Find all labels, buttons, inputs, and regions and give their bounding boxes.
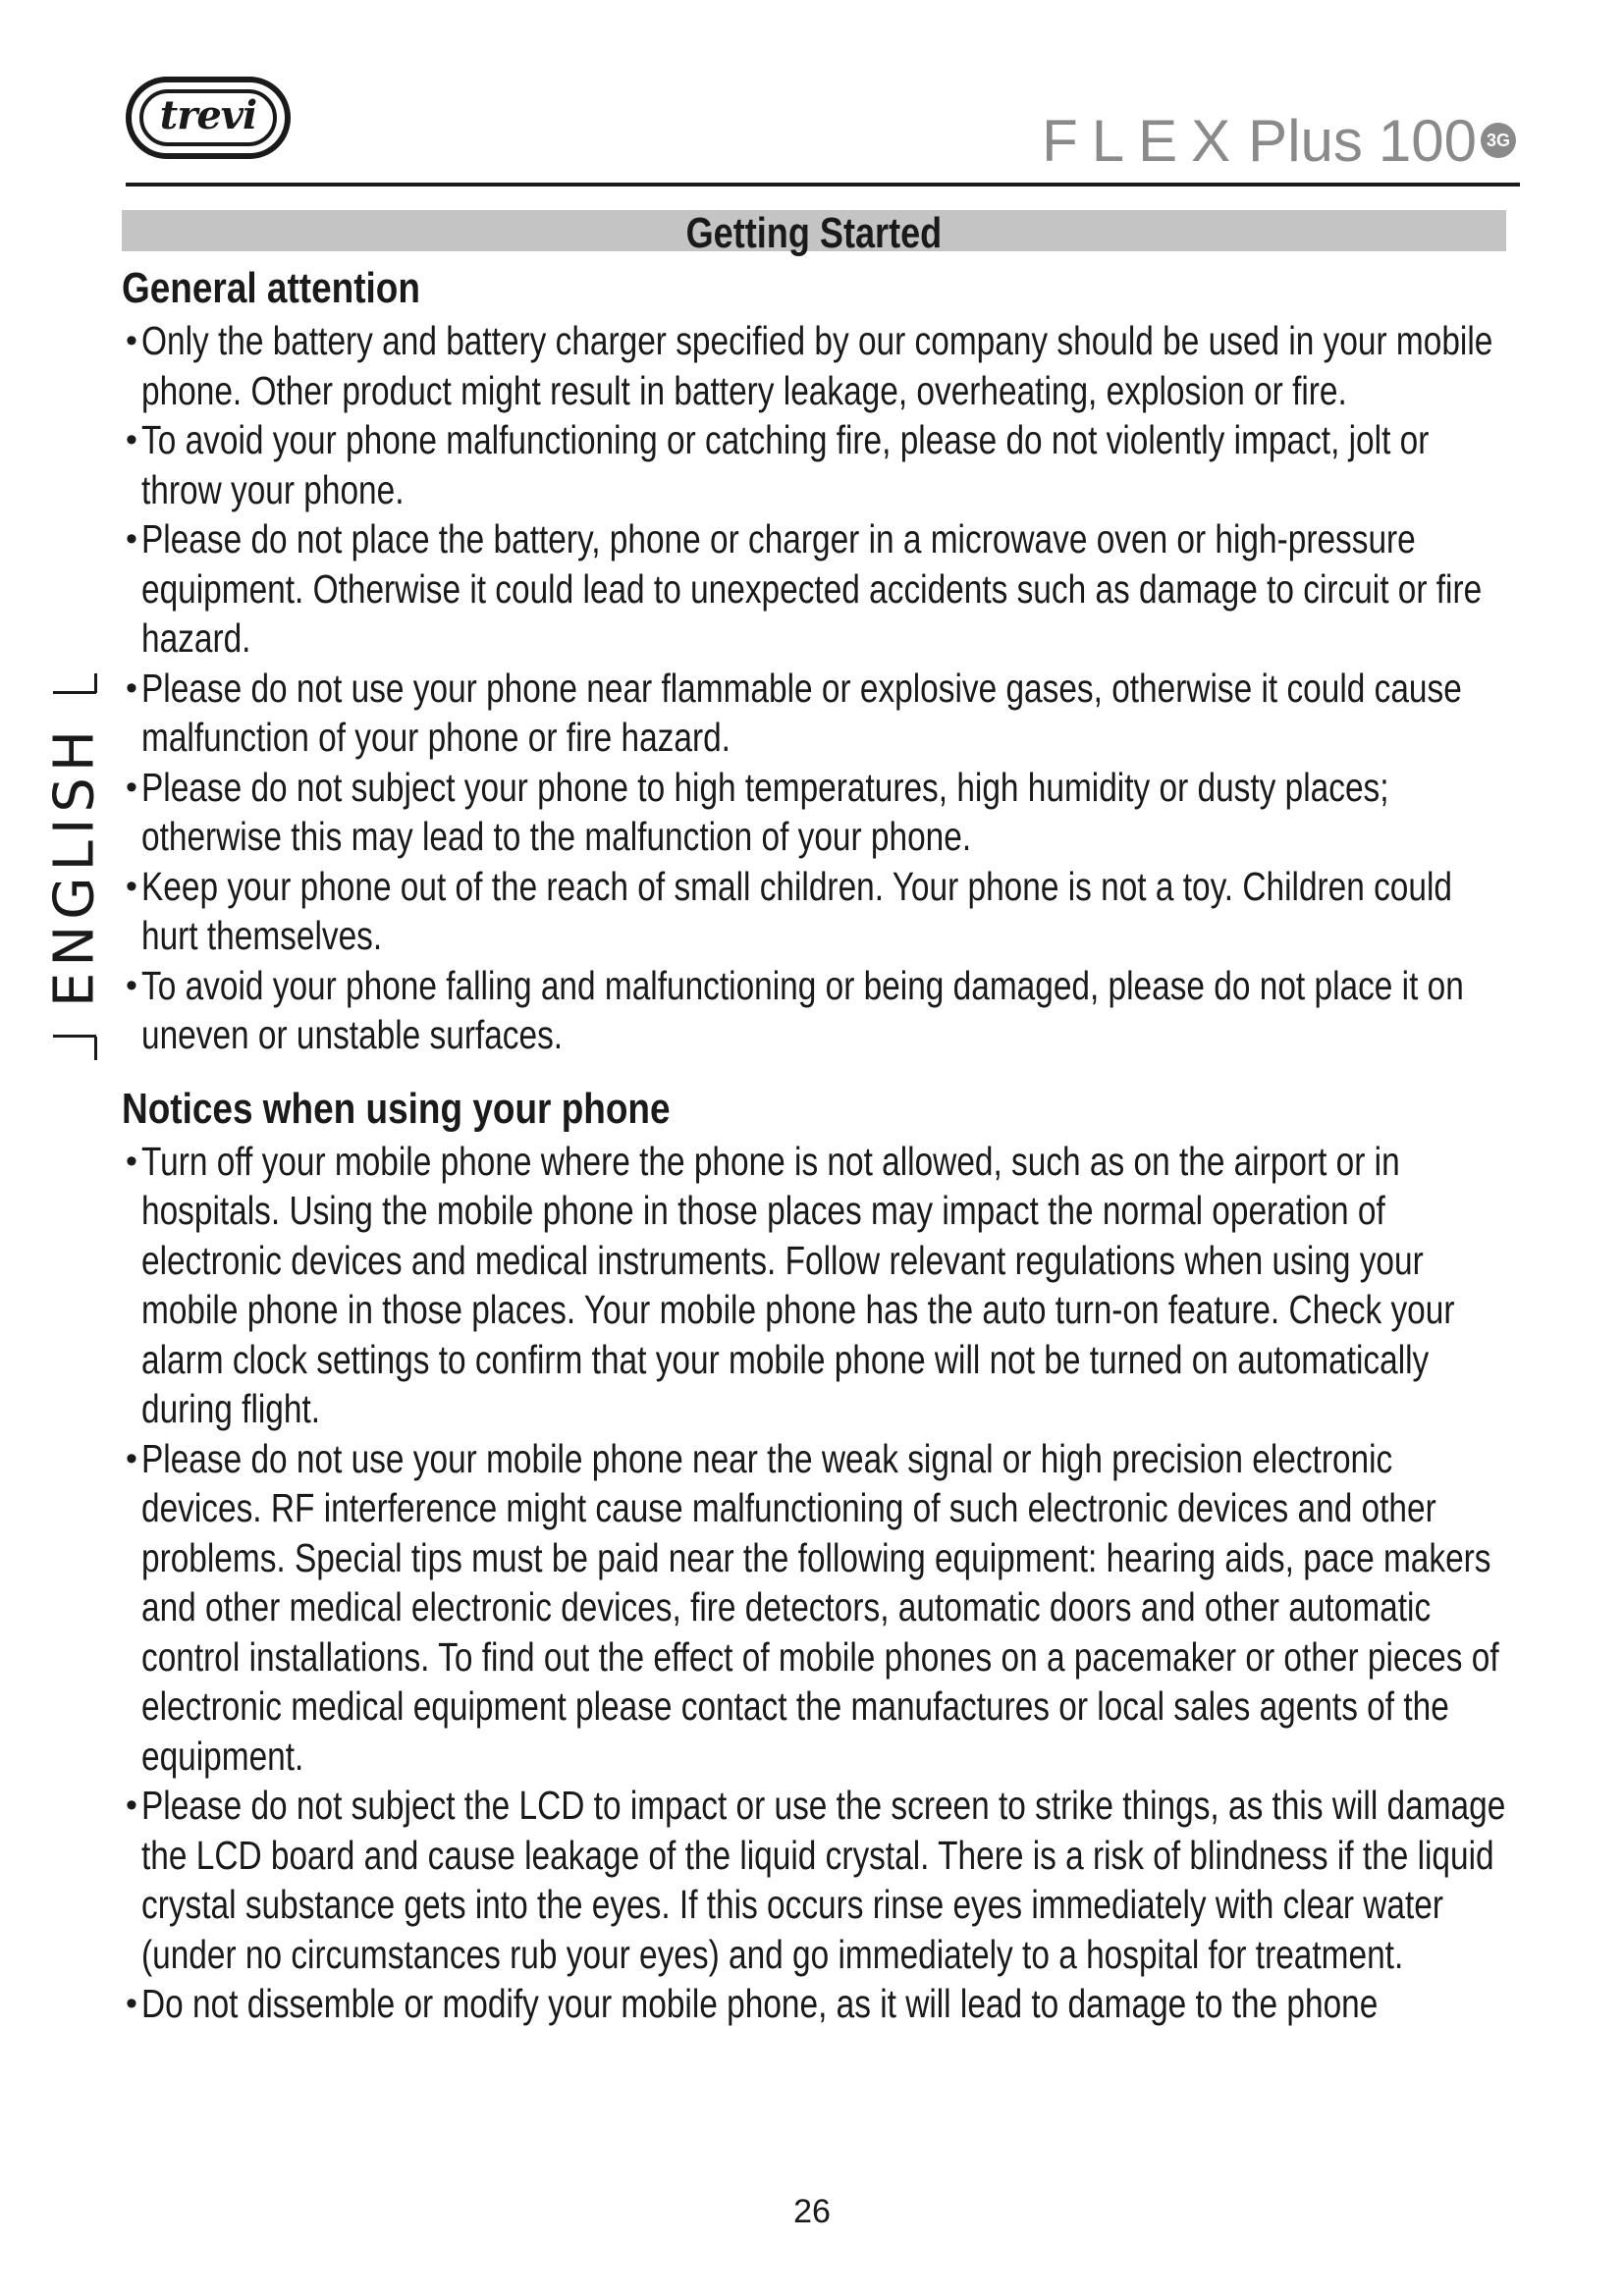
product-title [1042,106,1516,177]
list-item-text: • Please do not use your mobile phone near the weak signal or high precision electronic devices. RF interference might cause malfunctioning of such electronic devices and other problems. Special tips must be paid near the following equipment: hearing aids, pace makers and other medical electronic devices, fire detectors, automatic doors and other automatic control installations. To find out the effect of mobile phones on a pacemaker or other pieces of electronic medical equipment please contact the manufactures or local sales agents of the equipment. [141,1435,1499,1779]
section-title: Getting Started [685,209,943,257]
list-item [122,316,1528,415]
list-item [122,763,1528,862]
list-item-text: • Only the battery and battery charger specified by our company should be used in your mobile phone. Other product might result in battery leakage, overheating, explosion or fire. [141,318,1493,413]
product-plus: Plus [1248,108,1363,174]
list-item-text: • Turn off your mobile phone where the phone is not allowed, such as on the airport or in hospitals. Using the mobile phone in those places may impact the normal operation of electronic devices and medical instruments. Follow relevant regulations when using your mobile phone in those places. Your mobile phone has the auto turn-on feature. Check your alarm clock settings to confirm that your mobile phone will not be turned on automatically during flight. [141,1138,1455,1431]
page-content [122,261,1528,2029]
side-tab-divider-bottom [53,1035,96,1038]
general-attention-list [122,316,1528,1060]
general-attention-heading: General attention [122,264,420,312]
list-item [122,1434,1528,1782]
header-divider [126,183,1520,187]
list-item-text: • Please do not use your phone near flammable or explosive gases, otherwise it could cause malfunction of your phone or fire hazard. [141,665,1462,760]
trevi-logo [126,77,291,159]
list-item [122,862,1528,961]
list-item [122,961,1528,1060]
trevi-logo-inner [139,89,277,146]
section-header-bar [122,209,1506,257]
list-item [122,415,1528,514]
list-item-text: • Do not dissemble or modify your mobile phone, as it will lead to damage to the phone [141,1981,1379,2026]
list-item [122,1781,1528,1979]
product-number: 100 [1378,108,1477,174]
list-item [122,514,1528,664]
list-item-text: • To avoid your phone falling and malfunctioning or being damaged, please do not place it on uneven or unstable surfaces. [141,962,1464,1057]
list-item-text: • Please do not subject your phone to high temperatures, high humidity or dusty places; otherwise this may lead to the malfunction of your phone. [141,764,1389,859]
list-item [122,1979,1528,2029]
side-tab-divider-top [53,691,96,694]
notices-heading: Notices when using your phone [122,1084,671,1133]
product-name: FLEX [1042,108,1245,174]
list-item-text: • Please do not place the battery, phone or charger in a microwave oven or high-pressure equipment. Otherwise it could lead to unexpected accidents such as damage to circuit or fire hazard. [141,516,1483,661]
list-item [122,664,1528,763]
logo-text: trevi [159,92,257,138]
language-label: ENGLISH [42,723,107,1008]
3g-badge-icon: 3G [1481,123,1516,158]
side-tab-divider-top-vertical [94,673,97,693]
page-number: 26 [793,2193,831,2230]
notices-list [122,1137,1528,2029]
list-item-text: • To avoid your phone malfunctioning or catching fire, please do not violently impact, jolt or throw your phone. [141,417,1430,512]
list-item [122,1137,1528,1434]
side-tab-divider-bottom-vertical [94,1037,97,1060]
list-item-text: • Please do not subject the LCD to impact or use the screen to strike things, as this will damage the LCD board and cause leakage of the liquid crystal. There is a risk of blindness if the liquid crystal substance gets into the eyes. If this occurs rinse eyes immediately with clear water (under no circumstances rub your eyes) and go immediately to a hospital for treatment. [141,1783,1506,1977]
list-item-text: • Keep your phone out of the reach of small children. Your phone is not a toy. Children could hurt themselves. [141,863,1452,958]
